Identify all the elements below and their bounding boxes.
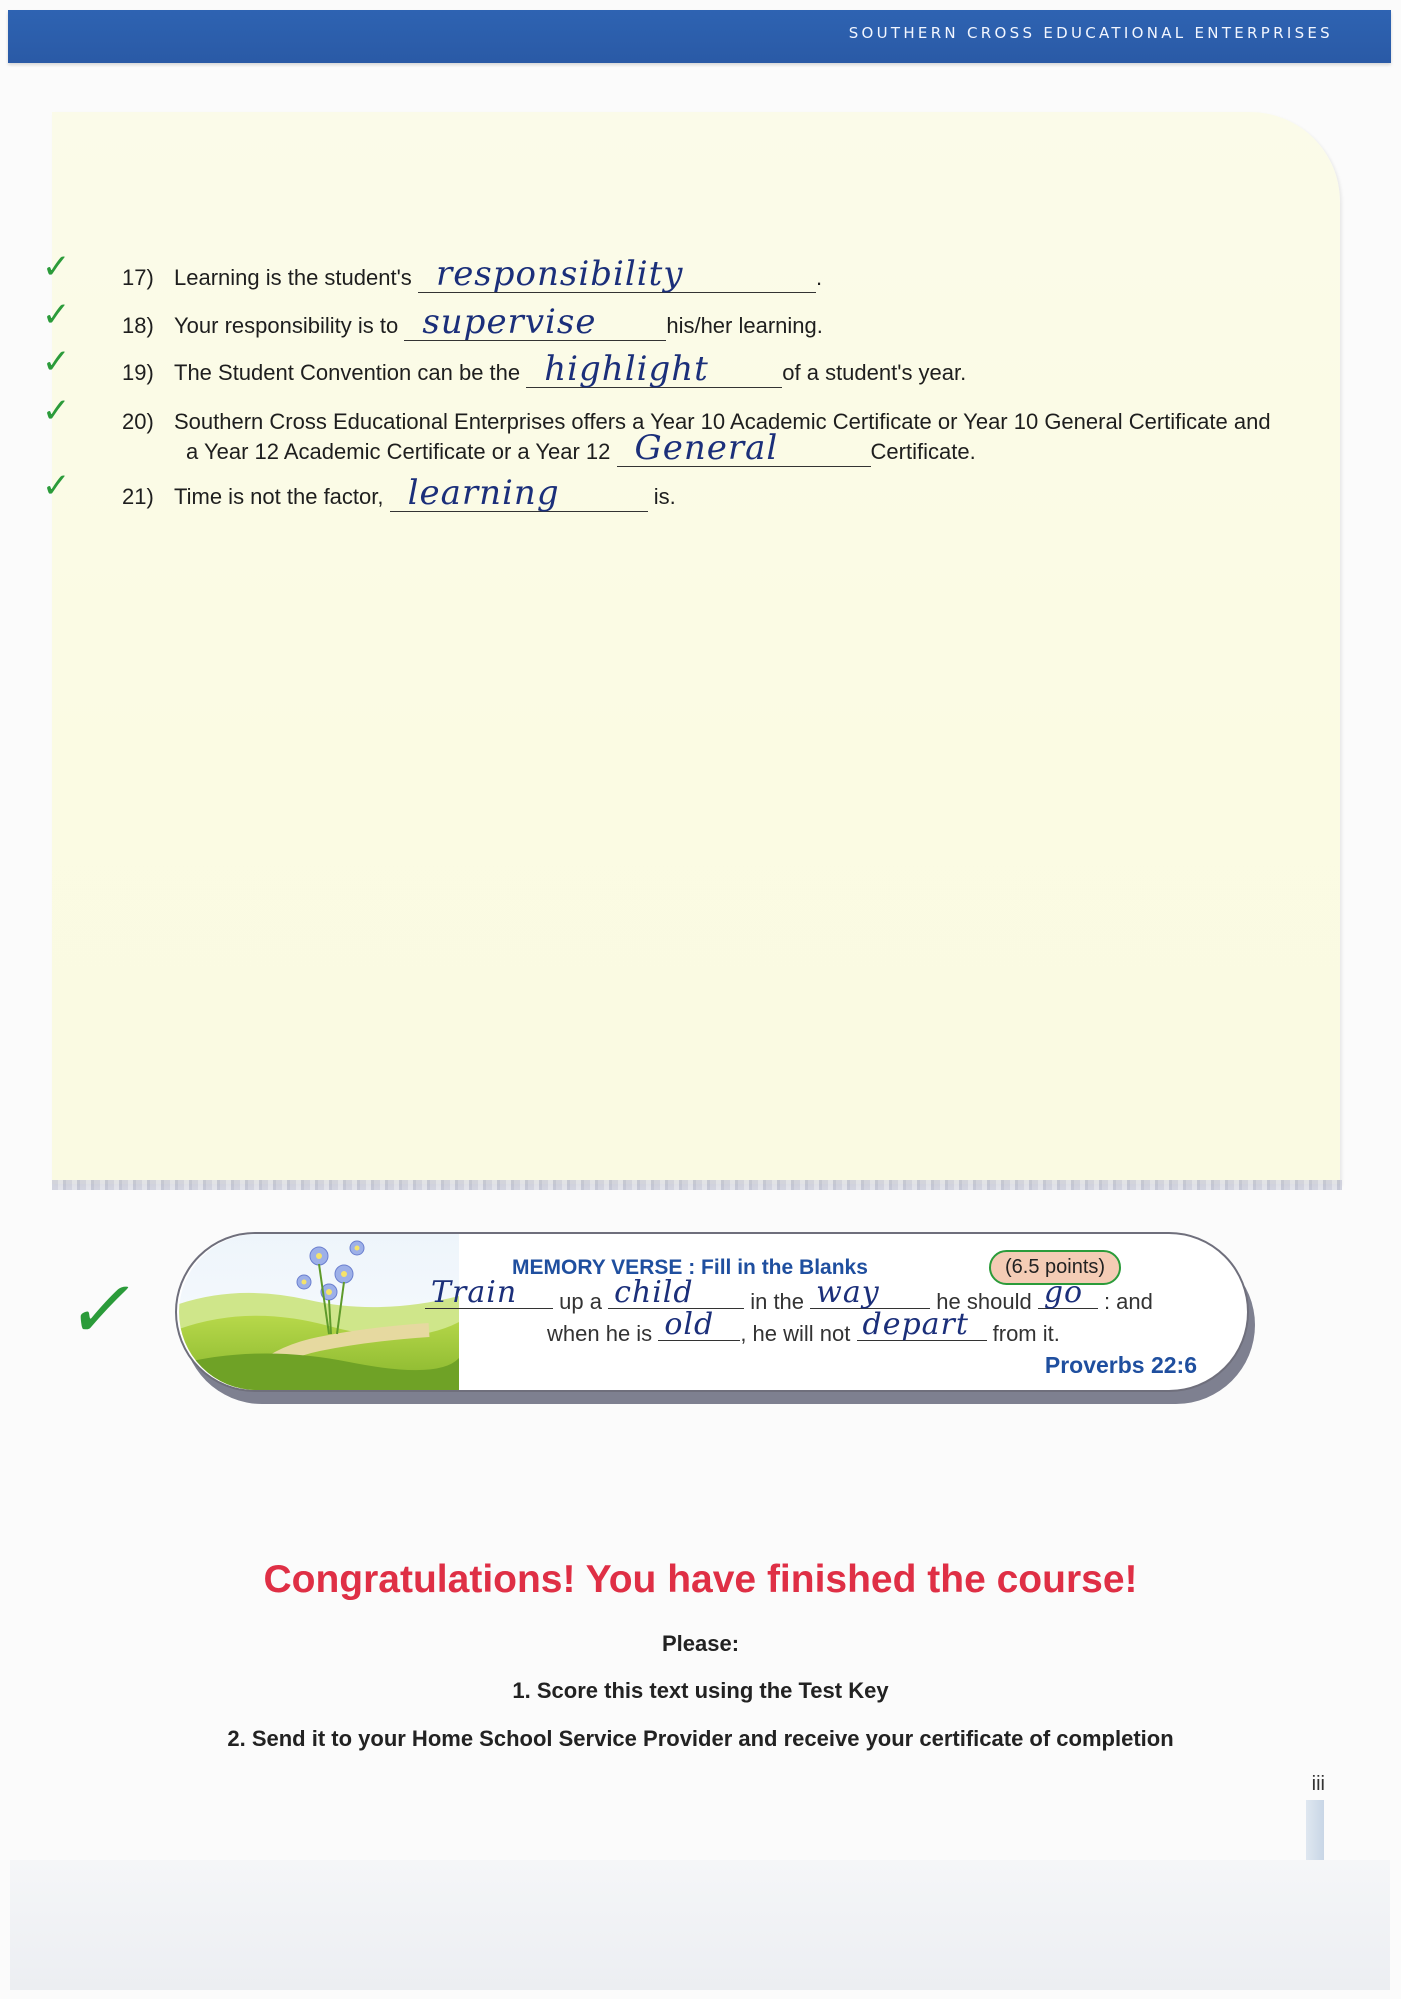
question-prompt: Time is not the factor, bbox=[174, 484, 384, 509]
handwritten-answer: responsibility bbox=[435, 254, 684, 294]
verse-blank[interactable] bbox=[658, 1307, 740, 1342]
check-mark-icon: ✓ bbox=[42, 391, 71, 431]
answer-blank[interactable] bbox=[390, 473, 648, 513]
instruction-step-1: 1. Score this text using the Test Key bbox=[512, 1678, 889, 1703]
check-mark-icon: ✓ bbox=[42, 295, 71, 335]
instruction-step-2: 2. Send it to your Home School Service Provider and receive your certificate of completion bbox=[227, 1726, 1174, 1751]
check-mark-icon: ✓ bbox=[42, 342, 71, 382]
check-mark-icon: ✓ bbox=[42, 247, 71, 287]
handwritten-answer: General bbox=[634, 428, 779, 468]
memory-verse-banner bbox=[175, 1232, 1255, 1402]
points-badge: (6.5 points) bbox=[989, 1250, 1121, 1285]
verse-blank[interactable] bbox=[810, 1275, 930, 1310]
verse-blank[interactable] bbox=[857, 1307, 987, 1342]
handwritten-answer: learning bbox=[407, 473, 560, 513]
answer-blank[interactable] bbox=[526, 349, 782, 389]
question-prompt: a Year 12 Academic Certificate or a Year 12 bbox=[186, 439, 611, 464]
page-edge-mark bbox=[1306, 1800, 1324, 1860]
page-number: iii bbox=[1311, 1773, 1325, 1795]
meadow-icon bbox=[179, 1234, 459, 1390]
question-panel: ✓ 17) Learning is the student's responsibility . ✓ 18) Your responsibility is to supervise his/her learning. ✓ 19) The Student Convention can be the highlight of a student's year. ✓ 20) Southern Cross Educational Enterprises offers a Year 10 Academic Certificate or Year 10 General Certificate and a Year 12 Academic Certificate or a Year 12 General Certificate. ✓ 21) Time is not the factor, learning is. bbox=[52, 112, 1340, 1184]
please-label: Please: bbox=[661, 1631, 740, 1656]
question-number: 18) bbox=[122, 313, 154, 338]
answer-blank[interactable] bbox=[418, 254, 816, 294]
check-mark-icon: ✓ bbox=[42, 466, 71, 506]
handwritten-answer: child bbox=[614, 1275, 694, 1310]
verse-line-1: Train up a child in the way he should go : and bbox=[425, 1286, 1153, 1315]
handwritten-answer: old bbox=[664, 1307, 715, 1342]
meadow-flowers-illustration bbox=[179, 1234, 459, 1390]
question-prompt-line1: Southern Cross Educational Enterprises offers a Year 10 Academic Certificate or Year 10 General Certificate and bbox=[174, 409, 1271, 434]
verse-blank[interactable] bbox=[425, 1275, 553, 1310]
handwritten-answer: go bbox=[1043, 1275, 1084, 1310]
question-number: 19) bbox=[122, 360, 154, 385]
congratulations-heading: Congratulations! You have finished the course! bbox=[263, 1558, 1138, 1601]
question-prompt: Your responsibility is to bbox=[174, 313, 399, 338]
memory-verse-card bbox=[175, 1232, 1249, 1392]
handwritten-answer: Train bbox=[431, 1275, 518, 1310]
verse-line-2: when he is old , he will not depart from it. bbox=[547, 1307, 1060, 1346]
handwritten-answer: supervise bbox=[422, 302, 597, 342]
handwritten-answer: depart bbox=[862, 1307, 969, 1342]
verse-reference: Proverbs 22:6 bbox=[1044, 1352, 1197, 1378]
verse-blank[interactable] bbox=[608, 1275, 744, 1310]
panel-divider bbox=[52, 1180, 1342, 1190]
verse-blank[interactable] bbox=[1038, 1275, 1098, 1310]
question-prompt: The Student Convention can be the bbox=[174, 360, 521, 385]
header-bar bbox=[8, 10, 1391, 63]
question-number: 20) bbox=[122, 409, 154, 434]
memory-verse-title: MEMORY VERSE : Fill in the Blanks bbox=[512, 1256, 868, 1279]
question-number: 21) bbox=[122, 484, 154, 509]
check-mark-icon: ✓ bbox=[60, 1263, 148, 1356]
handwritten-answer: way bbox=[816, 1275, 880, 1310]
publisher-name: SOUTHERN CROSS EDUCATIONAL ENTERPRISES bbox=[848, 24, 1333, 42]
answer-blank[interactable] bbox=[404, 302, 666, 342]
answer-blank[interactable] bbox=[617, 428, 871, 468]
question-number: 17) bbox=[122, 265, 154, 290]
page-bottom-margin bbox=[10, 1860, 1390, 1990]
handwritten-answer: highlight bbox=[544, 349, 709, 389]
question-prompt: Learning is the student's bbox=[174, 265, 412, 290]
